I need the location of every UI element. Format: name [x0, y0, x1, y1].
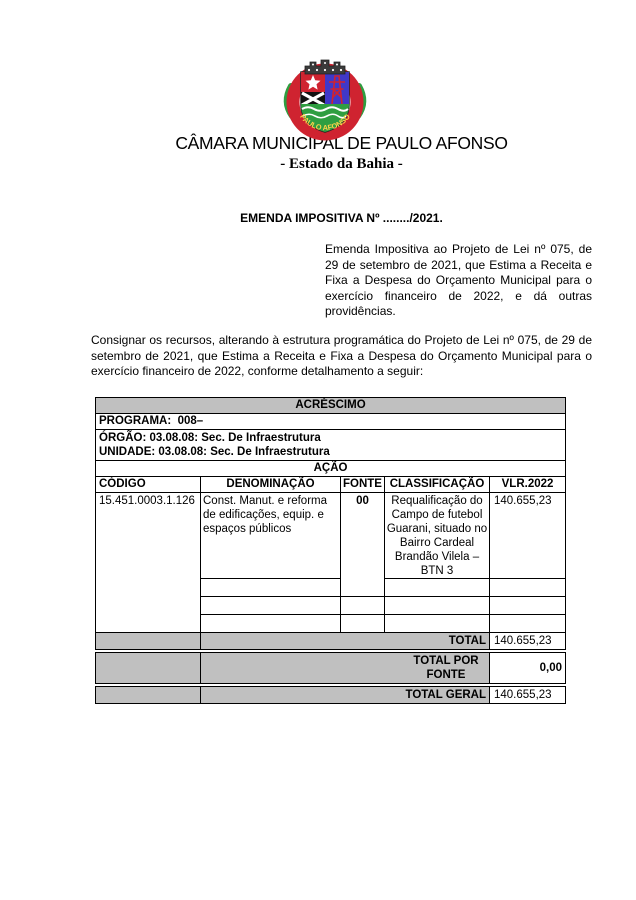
state-subtitle: - Estado da Bahia - — [280, 156, 403, 172]
budget-main-table — [95, 397, 566, 650]
ribbon-text: PAULO AFONSO — [297, 112, 352, 133]
organization-name: CÂMARA MUNICIPAL DE PAULO AFONSO — [175, 133, 508, 153]
body-paragraph: Consignar os recursos, alterando à estrutura programática do Projeto de Lei nº 075, de 29 de setembro de 2021, que Estima a Receita e Fixa a Despesa do Orçamento Municipal para o exercício financeiro de 2022, conforme detalhamento a seguir: — [91, 332, 592, 379]
unidade-line: UNIDADE: 03.08.08: Sec. De Infraestrutura — [99, 445, 330, 458]
tpf-spacer-cell — [96, 652, 201, 683]
col-header-vlr: VLR.2022 — [490, 476, 566, 492]
section-title-cell: ACRÉSCIMO — [96, 397, 566, 413]
programa-cell: PROGRAMA: 008– — [96, 413, 566, 429]
col-header-denominacao: DENOMINAÇÃO — [201, 476, 341, 492]
budget-table — [95, 397, 565, 704]
total-por-fonte-label-cell — [201, 652, 490, 683]
denominacao-cell: Const. Manut. e reforma de edificações, equip. e espaços públicos — [201, 492, 341, 578]
orgao-unidade-cell — [96, 429, 566, 460]
coat-of-arms — [74, 42, 575, 133]
orgao-line: ÓRGÃO: 03.08.08: Sec. De Infraestrutura — [99, 431, 321, 444]
acao-title-cell: AÇÃO — [96, 460, 566, 476]
coat-of-arms-icon — [275, 42, 375, 142]
total-label-cell: TOTAL — [201, 632, 490, 649]
col-header-fonte: FONTE — [341, 476, 385, 492]
col-header-codigo: CÓDIGO — [96, 476, 201, 492]
total-geral-value-cell: 140.655,23 — [490, 686, 566, 703]
fonte-cell: 00 — [341, 492, 385, 596]
citation-paragraph: Emenda Impositiva ao Projeto de Lei nº 075, de 29 de setembro de 2021, que Estima a Receita e Fixa a Despesa do Orçamento Municipal para o exercício financeiro de 2022, e dá outras providências. — [325, 242, 592, 319]
total-geral-table — [95, 686, 566, 704]
total-por-fonte-label: TOTAL POR FONTE — [413, 654, 479, 681]
total-por-fonte-table — [95, 652, 566, 684]
classificacao-cell: Requalificação do Campo de futebol Guarani, situado no Bairro Cardeal Brandão Vilela – BTN 3 — [385, 492, 490, 578]
codigo-cell: 15.451.0003.1.126 — [96, 492, 201, 632]
col-header-classificacao: CLASSIFICAÇÃO — [385, 476, 490, 492]
total-value-cell: 140.655,23 — [490, 632, 566, 649]
total-por-fonte-value-cell: 0,00 — [490, 652, 566, 683]
total-row-spacer-cell — [96, 632, 201, 649]
document-title: EMENDA IMPOSITIVA Nº ......../2021. — [240, 211, 443, 225]
total-geral-label-cell: TOTAL GERAL — [201, 686, 490, 703]
tg-spacer-cell — [96, 686, 201, 703]
vlr-cell: 140.655,23 — [490, 492, 566, 578]
